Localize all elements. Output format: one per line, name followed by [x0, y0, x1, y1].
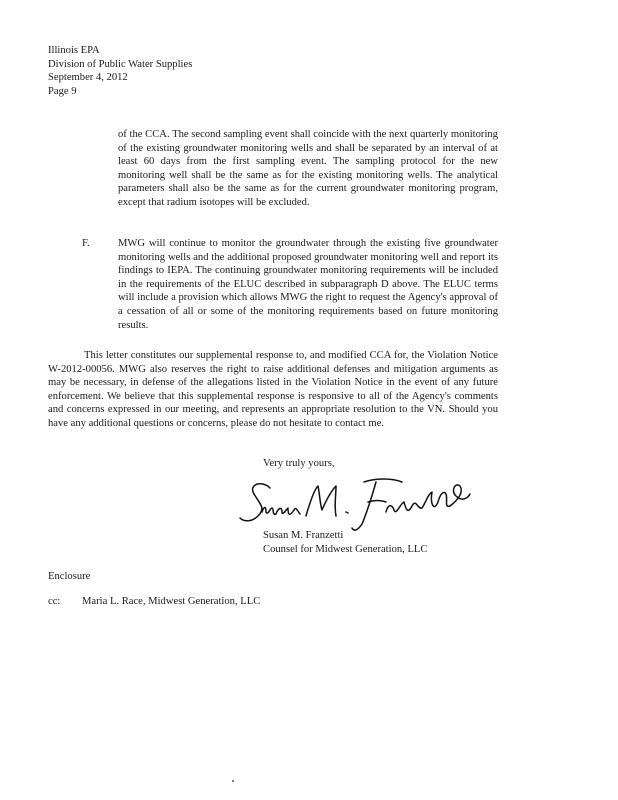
- item-f-text: MWG will continue to monitor the groundwater through the existing five groundwater monitoring wells and the additional proposed groundwater monitoring well and report its findings to IEPA. The continuing groundwater monitoring requirements will be included in the requirements of the ELUC described in subparagraph D above. The ELUC terms will include a provision which allows MWG the right to request the Agency's approval of a cessation of all or some of the monitoring requirements based on future monitoring results.: [118, 238, 498, 331]
- header-page-number: Page 9: [48, 85, 77, 97]
- enclosure-note: Enclosure: [48, 571, 91, 582]
- cc-label: cc:: [48, 596, 61, 607]
- continued-paragraph: of the CCA. The second sampling event shall coincide with the next quarterly monitoring of the existing groundwater monitoring wells and shall be separated by an interval of at least 60 days from the first sampling event. The sampling protocol for the new monitoring well shall be the same as for the existing monitoring wells. The analytical parameters shall also be the same as for the current groundwater monitoring program, except that radium isotopes will be excluded.: [118, 129, 498, 208]
- header-date: September 4, 2012: [48, 72, 128, 84]
- header-division: Division of Public Water Supplies: [48, 58, 193, 70]
- scan-speck: [232, 780, 234, 782]
- cc-recipient: Maria L. Race, Midwest Generation, LLC: [82, 596, 261, 607]
- signatory-name: Susan M. Franzetti: [263, 530, 344, 541]
- valediction: Very truly yours,: [263, 458, 335, 469]
- handwritten-signature: [236, 472, 472, 536]
- letter-header: [48, 44, 348, 98]
- item-f-letter: F.: [82, 238, 90, 249]
- closing-paragraph: This letter constitutes our supplemental response to, and modified CCA for, the Violation Notice W-2012-00056. MWG also reserves the right to raise additional defenses and mitigation arguments as may be necessary, in defense of the allegations listed in the Violation Notice in the event of any future enforcement. We believe that this supplemental response is responsive to all of the Agency's comments and concerns expressed in our meeting, and represents an appropriate resolution to the VN. Should you have any additional questions or concerns, please do not hesitate to contact me.: [48, 350, 498, 429]
- signatory-title: Counsel for Midwest Generation, LLC: [263, 544, 428, 555]
- header-recipient: Illinois EPA: [48, 45, 100, 56]
